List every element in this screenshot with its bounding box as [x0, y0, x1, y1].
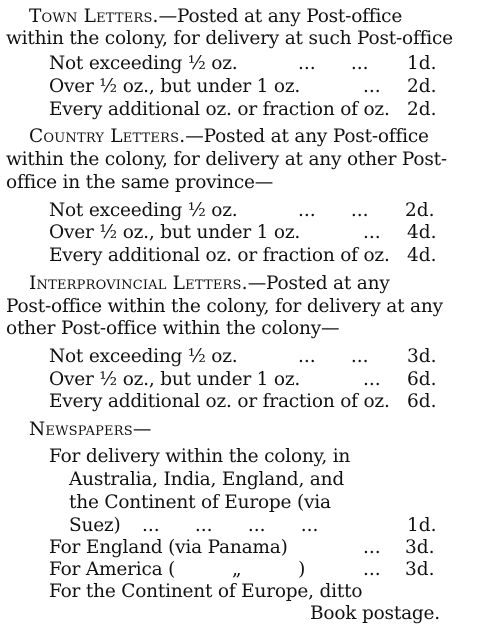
book-postage-label: Book postage. [310, 603, 440, 624]
country-letters-intro-1: —Posted at any Post-office [185, 126, 429, 147]
newspapers-delivery-line-2: Australia, India, England, and [69, 469, 344, 490]
interprovincial-intro-2: Post-office within the colony, for delivery at any [6, 296, 443, 317]
newspapers-america-label: For America ( „ ) [49, 559, 306, 580]
newspapers-england-dots: ... [363, 537, 381, 558]
country-rate-1-label: Not exceeding ½ oz. [49, 200, 238, 221]
interprovincial-rate-2-price: 6d. [407, 369, 437, 390]
interprovincial-intro-3: other Post-office within the colony— [6, 318, 340, 339]
town-letters-intro-2: within the colony, for delivery at such Post-office [6, 28, 453, 49]
interprovincial-rate-1-dots: ... ... [298, 346, 369, 367]
newspapers-delivery-line-1: For delivery within the colony, in [49, 446, 351, 467]
town-rate-1-dots: ... ... [298, 53, 369, 74]
country-rate-2-dots: ... [363, 222, 381, 243]
town-rate-2-price: 2d. [407, 76, 437, 97]
country-letters-heading-line [29, 126, 429, 148]
interprovincial-heading-line [29, 273, 390, 295]
newspapers-america-dots: ... [363, 559, 381, 580]
town-rate-3-label: Every additional oz. or fraction of oz. [49, 99, 390, 120]
newspapers-delivery-dots: ... ... ... ... [142, 515, 319, 536]
newspapers-england-price: 3d. [405, 537, 435, 558]
town-rate-2-dots: ... [363, 76, 381, 97]
interprovincial-rate-2-dots: ... [363, 369, 381, 390]
newspapers-heading: Newspapers— [29, 419, 152, 440]
country-rate-1-price: 2d. [405, 200, 435, 221]
interprovincial-rate-2-label: Over ½ oz., but under 1 oz. [49, 369, 301, 390]
town-rate-1-price: 1d. [407, 53, 437, 74]
country-letters-heading: Country Letters. [29, 126, 186, 147]
newspapers-delivery-price: 1d. [407, 515, 437, 536]
town-rate-2-label: Over ½ oz., but under 1 oz. [49, 76, 301, 97]
newspapers-america-price: 3d. [405, 559, 435, 580]
town-letters-heading: Town Letters. [29, 6, 159, 27]
town-letters-heading-line [29, 6, 402, 28]
town-rate-3-price: 2d. [407, 99, 437, 120]
newspapers-delivery-line-4: Suez) [69, 515, 121, 536]
newspapers-continent-label: For the Continent of Europe, ditto [49, 581, 363, 602]
interprovincial-rate-3-label: Every additional oz. or fraction of oz. [49, 391, 390, 412]
country-rate-2-price: 4d. [407, 222, 437, 243]
interprovincial-rate-1-label: Not exceeding ½ oz. [49, 346, 238, 367]
country-rate-3-label: Every additional oz. or fraction of oz. [49, 245, 390, 266]
country-rate-2-label: Over ½ oz., but under 1 oz. [49, 222, 301, 243]
country-rate-3-price: 4d. [407, 245, 437, 266]
interprovincial-intro-1: —Posted at any [247, 273, 390, 294]
town-letters-intro-1: —Posted at any Post-office [158, 6, 403, 27]
interprovincial-rate-3-price: 6d. [407, 391, 437, 412]
interprovincial-rate-1-price: 3d. [407, 346, 437, 367]
newspapers-delivery-line-3: the Continent of Europe (via [69, 492, 331, 513]
interprovincial-heading: Interprovincial Letters. [29, 273, 248, 294]
newspapers-england-label: For England (via Panama) [49, 537, 288, 558]
town-rate-1-label: Not exceeding ½ oz. [49, 53, 238, 74]
country-rate-1-dots: ... ... [298, 200, 369, 221]
country-letters-intro-3: office in the same province— [6, 172, 274, 193]
country-letters-intro-2: within the colony, for delivery at any other Post- [6, 149, 447, 170]
